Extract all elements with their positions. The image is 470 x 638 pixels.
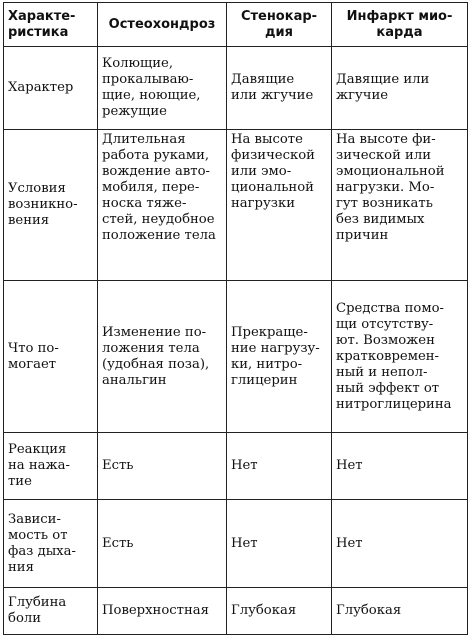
table-cell: Изменение по- ложения тела (удобная поза), анальгин	[98, 280, 227, 433]
table-cell: Поверхностная	[98, 588, 227, 635]
table-cell: Есть	[98, 499, 227, 588]
table-row	[4, 588, 468, 635]
table-cell: Глубокая	[227, 588, 332, 635]
table-cell: Нет	[332, 499, 468, 588]
table-cell: На высоте фи- зической или эмоциональной нагрузки. Мо- гут возникать без видимых причин	[332, 129, 468, 280]
header-myocardial-infarction: Инфаркт мио- карда	[332, 3, 468, 47]
row-label: Что по- могает	[4, 280, 98, 433]
table-row	[4, 433, 468, 499]
row-label: Зависи- мость от фаз дыха- ния	[4, 499, 98, 588]
table-cell: Глубокая	[332, 588, 468, 635]
header-characteristic: Характе- ристика	[4, 3, 98, 47]
comparison-table	[3, 2, 468, 635]
row-label: Реакция на нажа- тие	[4, 433, 98, 499]
table-cell: Нет	[227, 433, 332, 499]
table-row	[4, 47, 468, 130]
table-cell: Прекраще- ние нагрузу- ки, нитро- глицерин	[227, 280, 332, 433]
row-label: Глубина боли	[4, 588, 98, 635]
table-row	[4, 280, 468, 433]
table-header-row	[4, 3, 468, 47]
table-cell: Колющие, прокалываю- щие, ноющие, режущие	[98, 47, 227, 130]
table-row	[4, 129, 468, 280]
table-cell: Давящие или жгучие	[227, 47, 332, 130]
table-cell: На высоте физической или эмо- циональной нагрузки	[227, 129, 332, 280]
row-label: Характер	[4, 47, 98, 130]
table-cell: Длительная работа руками, вождение авто- мобиля, пере- носка тяже- стей, неудобное положение тела	[98, 129, 227, 280]
table-cell: Есть	[98, 433, 227, 499]
header-angina: Стенокар- дия	[227, 3, 332, 47]
header-osteochondrosis: Остеохондроз	[98, 3, 227, 47]
table-row	[4, 499, 468, 588]
table-cell: Средства помо- щи отсутству- ют. Возможен кратковремен- ный и непол- ный эффект от нитроглицерина	[332, 280, 468, 433]
row-label: Условия возникно- вения	[4, 129, 98, 280]
table-cell: Нет	[332, 433, 468, 499]
table-cell: Нет	[227, 499, 332, 588]
table-cell: Давящие или жгучие	[332, 47, 468, 130]
